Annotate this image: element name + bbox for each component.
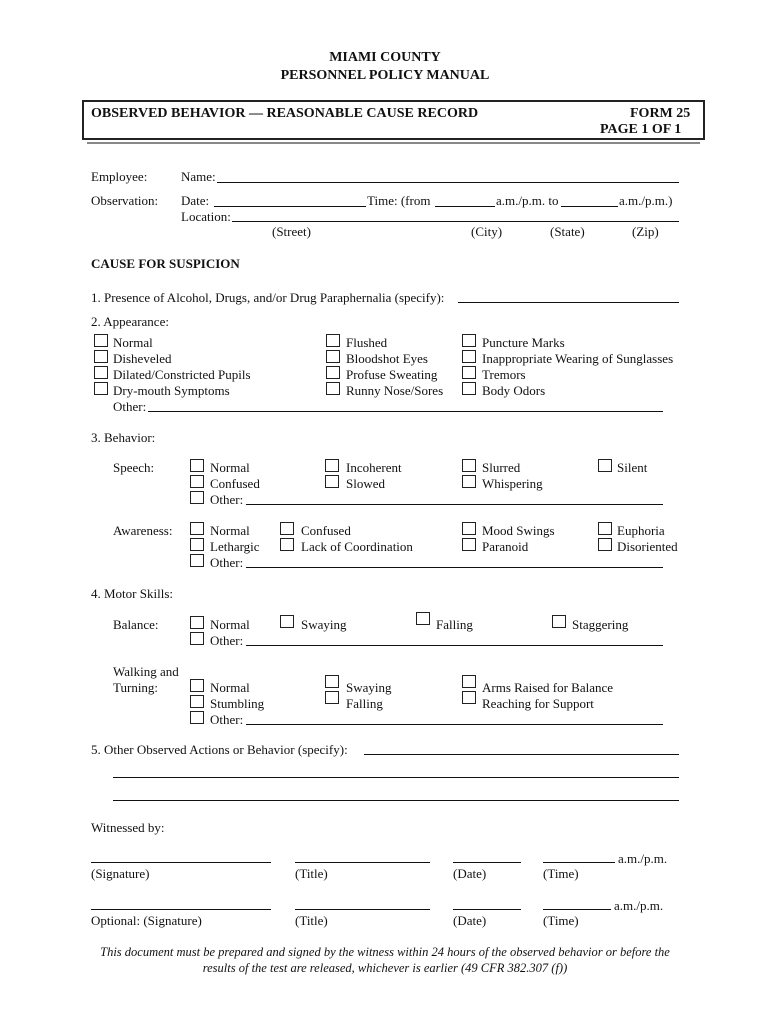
- checkbox-flushed[interactable]: [326, 334, 340, 347]
- speech-other-field[interactable]: [246, 504, 663, 505]
- ampm-label: a.m./p.m.: [614, 898, 664, 913]
- balance-other-label: Other:: [210, 633, 244, 648]
- option-label: Slowed: [346, 476, 385, 491]
- option-label: Euphoria: [617, 523, 665, 538]
- footer-note-line-1: This document must be prepared and signed by the witness within 24 hours of the observed behavior or before the: [100, 945, 670, 959]
- cause-heading: CAUSE FOR SUSPICION: [91, 256, 240, 271]
- checkbox-paranoid[interactable]: [462, 538, 476, 551]
- item-5-label: 5. Other Observed Actions or Behavior (specify):: [91, 742, 348, 757]
- option-label: Swaying: [346, 680, 392, 695]
- time-from-field[interactable]: [435, 206, 495, 207]
- name-field[interactable]: [217, 182, 679, 183]
- checkbox-walking-normal[interactable]: [190, 679, 204, 692]
- item-4-label: 4. Motor Skills:: [91, 586, 173, 601]
- checkbox-speech-slowed[interactable]: [325, 475, 339, 488]
- walking-label-2: Turning:: [113, 680, 159, 695]
- walking-other-label: Other:: [210, 712, 244, 727]
- checkbox-speech-normal[interactable]: [190, 459, 204, 472]
- checkbox-normal[interactable]: [94, 334, 108, 347]
- checkbox-walking-swaying[interactable]: [325, 675, 339, 688]
- zip-caption: (Zip): [632, 224, 659, 239]
- state-caption: (State): [550, 224, 585, 239]
- option-label: Paranoid: [482, 539, 529, 554]
- checkbox-mood-swings[interactable]: [462, 522, 476, 535]
- county-title: MIAMI COUNTY: [329, 50, 441, 65]
- option-label: Profuse Sweating: [346, 367, 438, 382]
- checkbox-profuse-sweating[interactable]: [326, 366, 340, 379]
- item-5-field-1[interactable]: [364, 754, 679, 755]
- option-label: Confused: [301, 523, 351, 538]
- walking-other-field[interactable]: [246, 724, 663, 725]
- option-label: Staggering: [572, 617, 629, 632]
- time-sign-field[interactable]: [543, 862, 615, 863]
- optional-title-field[interactable]: [295, 909, 430, 910]
- ampm-label: a.m./p.m.: [618, 851, 668, 866]
- ampm-end-label: a.m./p.m.): [619, 193, 673, 208]
- name-label: Name:: [181, 169, 216, 184]
- item-1-field[interactable]: [458, 302, 679, 303]
- optional-signature-caption: Optional: (Signature): [91, 913, 202, 928]
- checkbox-euphoria[interactable]: [598, 522, 612, 535]
- option-label: Bloodshot Eyes: [346, 351, 428, 366]
- checkbox-balance-normal[interactable]: [190, 616, 204, 629]
- option-label: Disheveled: [113, 351, 172, 366]
- walking-label-1: Walking and: [113, 664, 179, 679]
- time-caption: (Time): [543, 866, 579, 881]
- form-number: FORM 25: [630, 106, 691, 121]
- checkbox-disoriented[interactable]: [598, 538, 612, 551]
- checkbox-awareness-lethargic[interactable]: [190, 538, 204, 551]
- title-caption: (Title): [295, 913, 328, 928]
- speech-label: Speech:: [113, 460, 155, 475]
- checkbox-runny-nose[interactable]: [326, 382, 340, 395]
- form-title: OBSERVED BEHAVIOR — REASONABLE CAUSE RECORD: [91, 106, 479, 121]
- option-label: Tremors: [482, 367, 526, 382]
- option-label: Slurred: [482, 460, 521, 475]
- option-label: Normal: [210, 460, 250, 475]
- option-label: Dry-mouth Symptoms: [113, 383, 230, 398]
- option-label: Arms Raised for Balance: [482, 680, 614, 695]
- time-caption: (Time): [543, 913, 579, 928]
- option-label: Normal: [210, 680, 250, 695]
- date-label: Date:: [181, 193, 210, 208]
- balance-other-field[interactable]: [246, 645, 663, 646]
- footer-note-line-2: results of the test are released, whichever is earlier (49 CFR 382.307 (f)): [202, 961, 568, 975]
- item-5-field-2[interactable]: [113, 777, 679, 778]
- signature-field[interactable]: [91, 862, 271, 863]
- checkbox-puncture-marks[interactable]: [462, 334, 476, 347]
- option-label: Normal: [210, 617, 250, 632]
- option-label: Falling: [436, 617, 473, 632]
- checkbox-walking-stumbling[interactable]: [190, 695, 204, 708]
- option-label: Dilated/Constricted Pupils: [113, 367, 251, 382]
- checkbox-body-odors[interactable]: [462, 382, 476, 395]
- ampm-to-label: a.m./p.m. to: [496, 193, 559, 208]
- manual-title: PERSONNEL POLICY MANUAL: [280, 68, 490, 83]
- option-label: Disoriented: [617, 539, 678, 554]
- checkbox-speech-whispering[interactable]: [462, 475, 476, 488]
- checkbox-reaching-support[interactable]: [462, 691, 476, 704]
- title-caption: (Title): [295, 866, 328, 881]
- witnessed-by-label: Witnessed by:: [91, 820, 165, 835]
- option-label: Incoherent: [346, 460, 402, 475]
- date-caption: (Date): [453, 866, 487, 881]
- checkbox-speech-slurred[interactable]: [462, 459, 476, 472]
- date-sign-field[interactable]: [453, 862, 521, 863]
- option-label: Normal: [113, 335, 153, 350]
- city-caption: (City): [471, 224, 503, 239]
- option-label: Inappropriate Wearing of Sunglasses: [482, 351, 674, 366]
- form-page: PAGE 1 OF 1: [600, 122, 682, 137]
- item-5-field-3[interactable]: [113, 800, 679, 801]
- option-label: Stumbling: [210, 696, 265, 711]
- employee-label: Employee:: [91, 169, 148, 184]
- optional-signature-field[interactable]: [91, 909, 271, 910]
- checkbox-speech-silent[interactable]: [598, 459, 612, 472]
- checkbox-walking-other[interactable]: [190, 711, 204, 724]
- appearance-other-label: Other:: [113, 399, 147, 414]
- option-label: Mood Swings: [482, 523, 555, 538]
- awareness-other-field[interactable]: [246, 567, 663, 568]
- checkbox-arms-raised[interactable]: [462, 675, 476, 688]
- date-field[interactable]: [214, 206, 366, 207]
- option-label: Swaying: [301, 617, 347, 632]
- observation-label: Observation:: [91, 193, 159, 208]
- checkbox-dry-mouth[interactable]: [94, 382, 108, 395]
- checkbox-balance-falling[interactable]: [416, 612, 430, 625]
- option-label: Confused: [210, 476, 260, 491]
- street-caption: (Street): [272, 224, 311, 239]
- optional-date-field[interactable]: [453, 909, 521, 910]
- checkbox-bloodshot-eyes[interactable]: [326, 350, 340, 363]
- date-caption: (Date): [453, 913, 487, 928]
- awareness-label: Awareness:: [113, 523, 173, 538]
- checkbox-awareness-other[interactable]: [190, 554, 204, 567]
- checkbox-balance-staggering[interactable]: [552, 615, 566, 628]
- time-to-field[interactable]: [561, 206, 618, 207]
- checkbox-speech-incoherent[interactable]: [325, 459, 339, 472]
- option-label: Lack of Coordination: [301, 539, 413, 554]
- checkbox-walking-falling[interactable]: [325, 691, 339, 704]
- speech-other-label: Other:: [210, 492, 244, 507]
- checkbox-disheveled[interactable]: [94, 350, 108, 363]
- title-field[interactable]: [295, 862, 430, 863]
- awareness-other-label: Other:: [210, 555, 244, 570]
- location-field[interactable]: [232, 221, 679, 222]
- location-label: Location:: [181, 209, 231, 224]
- time-label: Time: (from: [367, 193, 431, 208]
- item-1-label: 1. Presence of Alcohol, Drugs, and/or Drug Paraphernalia (specify):: [91, 290, 445, 305]
- option-label: Puncture Marks: [482, 335, 565, 350]
- balance-label: Balance:: [113, 617, 159, 632]
- checkbox-speech-other[interactable]: [190, 491, 204, 504]
- checkbox-tremors[interactable]: [462, 366, 476, 379]
- item-3-label: 3. Behavior:: [91, 430, 156, 445]
- item-2-label: 2. Appearance:: [91, 314, 169, 329]
- checkbox-speech-confused[interactable]: [190, 475, 204, 488]
- appearance-other-field[interactable]: [148, 411, 663, 412]
- option-label: Normal: [210, 523, 250, 538]
- option-label: Flushed: [346, 335, 388, 350]
- optional-time-field[interactable]: [543, 909, 611, 910]
- checkbox-sunglasses[interactable]: [462, 350, 476, 363]
- checkbox-awareness-normal[interactable]: [190, 522, 204, 535]
- option-label: Body Odors: [482, 383, 546, 398]
- option-label: Falling: [346, 696, 383, 711]
- option-label: Lethargic: [210, 539, 260, 554]
- option-label: Silent: [617, 460, 648, 475]
- checkbox-lack-coordination[interactable]: [280, 538, 294, 551]
- option-label: Reaching for Support: [482, 696, 594, 711]
- checkbox-dilated-pupils[interactable]: [94, 366, 108, 379]
- checkbox-balance-other[interactable]: [190, 632, 204, 645]
- signature-caption: (Signature): [91, 866, 150, 881]
- option-label: Runny Nose/Sores: [346, 383, 444, 398]
- checkbox-balance-swaying[interactable]: [280, 615, 294, 628]
- option-label: Whispering: [482, 476, 543, 491]
- checkbox-awareness-confused[interactable]: [280, 522, 294, 535]
